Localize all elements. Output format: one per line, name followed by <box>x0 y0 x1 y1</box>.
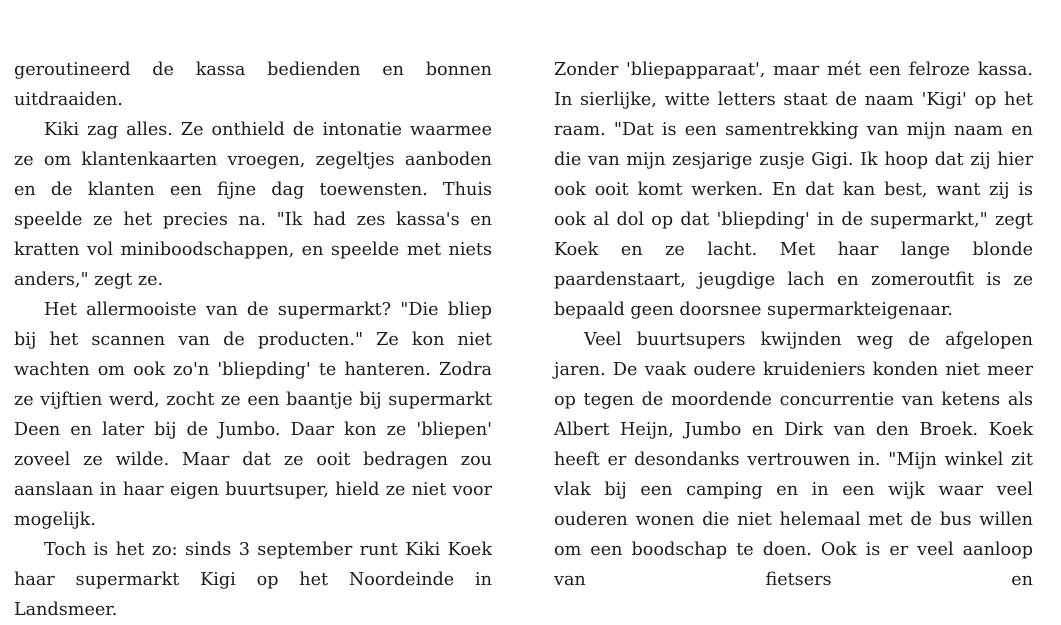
right-text-column <box>554 55 1033 595</box>
paragraph: Kiki zag alles. Ze onthield de intonatie waarmee ze om klantenkaarten vroegen, zegeltjes aanboden en de klanten een fijne dag toewensten. Thuis speelde ze het precies na. "Ik had zes kassa's en kratten vol miniboodschappen, en speelde met niets anders," zegt ze. <box>14 120 492 290</box>
paragraph: Toch is het zo: sinds 3 september runt Kiki Koek haar supermarkt Kigi op het Noordeinde in Landsmeer. <box>14 540 492 620</box>
left-text-column <box>14 55 492 625</box>
paragraph: Veel buurtsupers kwijnden weg de afgelopen jaren. De vaak oudere kruideniers konden niet meer op tegen de moordende concurrentie van ketens als Albert Heijn, Jumbo en Dirk van den Broek. Koek heeft er desondanks vertrouwen in. "Mijn winkel zit vlak bij een camping en in een wijk waar veel ouderen wonen die niet helemaal met de bus willen om een boodschap te doen. Ook is er veel aanloop van fietsers en <box>554 330 1033 590</box>
paragraph: Het allermooiste van de supermarkt? "Die bliep bij het scannen van de producten." Ze kon niet wachten om ook zo'n 'bliepding' te hanteren. Zodra ze vijftien werd, zocht ze een baantje bij supermarkt Deen en later bij de Jumbo. Daar kon ze 'bliepen' zoveel ze wilde. Maar dat ze ooit bedragen zou aanslaan in haar eigen buurtsuper, hield ze niet voor mogelijk. <box>14 300 492 530</box>
paragraph: geroutineerd de kassa bedienden en bonnen uitdraaiden. <box>14 60 492 110</box>
paragraph: Zonder 'bliepapparaat', maar mét een felroze kassa. In sierlijke, witte letters staat de naam 'Kigi' op het raam. "Dat is een samentrekking van mijn naam en die van mijn zesjarige zusje Gigi. Ik hoop dat zij hier ook ooit komt werken. En dat kan best, want zij is ook al dol op dat 'bliepding' in de supermarkt," zegt Koek en ze lacht. Met haar lange blonde paardenstaart, jeugdige lach en zomeroutfit is ze bepaald geen doorsnee supermarkteigenaar. <box>554 60 1033 320</box>
